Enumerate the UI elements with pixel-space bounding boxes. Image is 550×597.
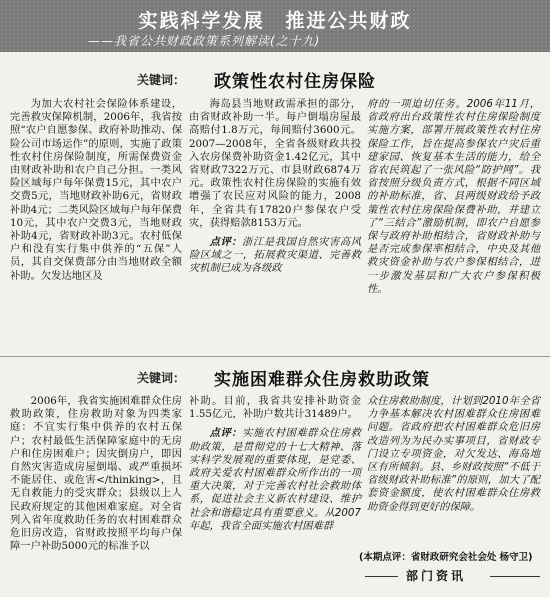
section1-column-3 <box>367 98 540 296</box>
section2-comment-label: 点评： <box>209 427 243 440</box>
section1-comment <box>189 236 361 276</box>
header-banner <box>0 0 550 52</box>
section2-column-3 <box>367 395 540 514</box>
section1-paragraph-1: 为加大农村社会保险体系建设，完善救灾保障机制，2006年，我省按照“农户自愿参保、政府补助推动、保险公司市场运作”的原则，实施了政策性农村住房保险制度，所需保费资金由财政补助和农户自己分担。一类风险区域每户每年保费15元，其中农户交费5元，当地财政补助6元，省财政补助4元；二类风险区域每户每年保费10元，其中农户交费3元，当地财政补助4元，省财政补助3元。农村低保户和没有实行集中供养的“五保”人员，其自交保费部分由当地财政全额补助。欠发达地区及 <box>10 98 182 282</box>
section1-heading: 政策性农村住房保险 <box>214 72 376 92</box>
commentary-author: (本期点评：省财政研究会社会处 杨守卫) <box>359 552 533 563</box>
section1-comment-continued: 府的一项迫切任务。2006年11月，省政府出台政策性农村住房保险制度实施方案，部署开展政策性农村住房保险工作，旨在提高参保农户灾后重建家园、恢复基本生活的能力，给全省农民筑起了一张风险“防护网”。我省按照分级负责方式，根据不同区域的补助标准，省、县两级财政给予政策性农村住房保险保费补助，并建立了“三结合”激励机制，即农户自愿参保与政府补助相结合，省财政补助与是否完成参保率相结合，中央及其他救灾资金补助与农户参保相结合，进一步激发基层和广大农户参保积极性。 <box>367 98 540 295</box>
section2-comment-continued: 众住房救助制度，计划到2010年全省力争基本解决农村困难群众住房困难问题。省政府把农村困难群众危旧房改造列为为民办实事项目，省财政专门设立专项资金，对欠发达、海岛地区有所倾斜。县、乡财政按照“不低于省级财政补助标准”的原则，加大了配套资金额度，使农村困难群众住房救助资金得到更好的保障。 <box>367 395 540 513</box>
section2-keyword-label: 关键词： <box>137 371 186 385</box>
section2-heading: 实施困难群众住房救助政策 <box>214 370 430 390</box>
section2-comment <box>189 427 361 533</box>
section1-column-1 <box>10 98 182 283</box>
footer-rule-right <box>490 576 540 577</box>
section1-paragraph-2: 海岛县当地财政需承担的部分，由省财政补助一半。每户倒塌房屋最高赔付1.8万元，每间赔付3600元。2007—2008年，全省各级财政共投入农房保费补助资金1.42亿元，其中省财政7322万元、市县财政6874万元。政策性农村住房保险的实施有效增强了农民应对风险的能力，2008年，全省共有17820户参保农户受灾，获得赔款8153万元。 <box>189 98 361 229</box>
banner-subtitle: ——我省公共财政政策系列解读(之十九) <box>88 34 321 48</box>
section-divider <box>0 356 550 357</box>
section2-comment-text: 实施农村困难群众住房救助政策，是贯彻党的十七大精神、落实科学发展观的重要体现，是党委、政府关爱农村困难群众所作出的一项重大决策，对于完善农村社会救助体系，促进社会主义新农村建设、维护社会和谐稳定具有重要意义。从2007年起，我省全面实施农村困难群 <box>189 427 362 532</box>
section1-comment-label: 点评： <box>209 236 243 249</box>
section1-column-2 <box>189 98 361 276</box>
section1-comment-text: 浙江是我国自然灾害高风险区域之一，拓展救灾渠道、完善救灾机制已成为各级政 <box>189 236 362 275</box>
section2-column-1 <box>10 395 182 553</box>
section2-paragraph-1: 2006年，我省实施困难群众住房救助政策，住房救助对象为四类家庭：不宜实行集中供养的农村五保户；农村最低生活保障家庭中的无房户和住房困难户；因灾倒房户，即因自然灾害造成房屋倒塌、或严重损坏不能居住、或危害</thinking>，且无自救能力的受灾群众；县级以上人民政府规定的其他困难家庭。对全省列入省年度救助任务的农村困难群众危旧房改造，省财政按照平均每户保障一户补助5000元的标准予以 <box>10 395 182 553</box>
section2-column-2 <box>189 395 361 533</box>
section1-keyword-label: 关键词： <box>137 73 186 87</box>
footer-section-label: 部门资讯 <box>402 567 470 584</box>
footer-rule-left <box>365 576 398 577</box>
section2-paragraph-2: 补助。目前，我省共安排补助资金1.55亿元，补助户数共计31489户。 <box>189 395 361 421</box>
banner-title: 实践科学发展 推进公共财政 <box>138 10 412 32</box>
